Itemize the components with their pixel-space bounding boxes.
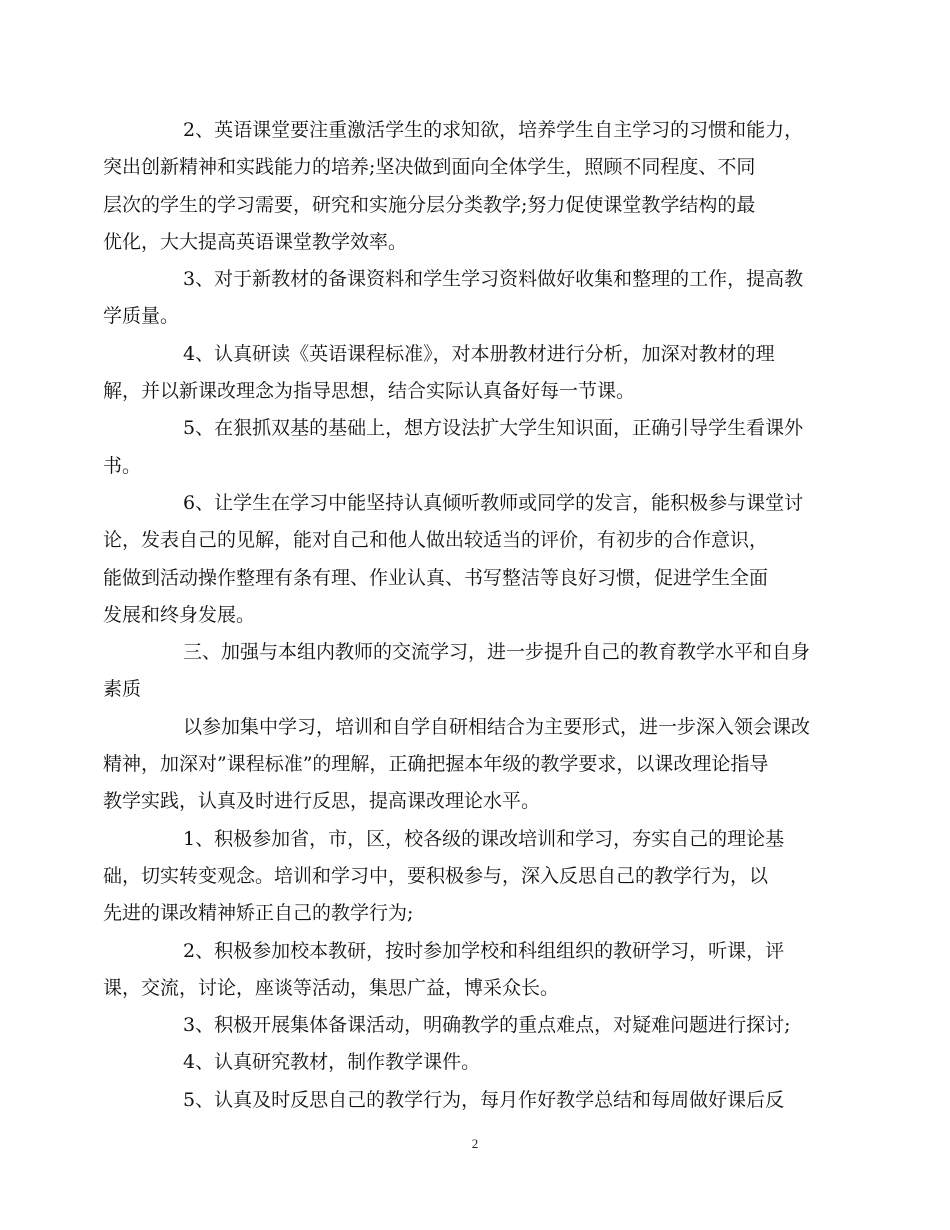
- text-line: 2、积极参加校本教研，按时参加学校和科组组织的教研学习，听课，评: [183, 939, 785, 962]
- text-line: 教学实践，认真及时进行反思，提高课改理论水平。: [103, 790, 541, 813]
- text-line: 先进的课改精神矫正自己的教学行为;: [103, 902, 414, 925]
- text-line: 础，切实转变观念。培训和学习中，要积极参与，深入反思自己的教学行为，以: [103, 864, 769, 887]
- text-line: 4、认真研读《英语课程标准》，对本册教材进行分析，加深对教材的理: [183, 342, 775, 365]
- paragraph-study-format: [103, 709, 811, 821]
- text-line: 突出创新精神和实践能力的培养;坚决做到面向全体学生，照顾不同程度、不同: [103, 156, 756, 179]
- text-line: 课，交流，讨论，座谈等活动，集思广益，博采众长。: [103, 976, 560, 999]
- section-heading-three: [103, 634, 811, 709]
- text-line: 以参加集中学习，培训和自学自研相结合为主要形式，进一步深入领会课改: [183, 715, 811, 738]
- text-line: 2、英语课堂要注重激活学生的求知欲，培养学生自主学习的习惯和能力，: [183, 119, 804, 141]
- paragraph-english-class-focus: [103, 112, 808, 261]
- text-line: 学质量。: [103, 305, 180, 328]
- text-line: 论，发表自己的见解，能对自己和他人做出较适当的评价，有初步的合作意识，: [103, 529, 769, 552]
- text-line: 1、积极参加省，市，区，校各级的课改培训和学习，夯实自己的理论基: [183, 827, 785, 850]
- paragraph-curriculum-standard: [103, 336, 808, 411]
- paragraph-expand-knowledge: [103, 410, 808, 485]
- text-line: 6、让学生在学习中能坚持认真倾听教师或同学的发言，能积极参与课堂讨: [183, 491, 804, 514]
- text-line: 3、对于新教材的备课资料和学生学习资料做好收集和整理的工作，提高教: [183, 268, 804, 291]
- text-line: 发展和终身发展。: [103, 603, 256, 626]
- text-line: 5、在狠抓双基的基础上，想方设法扩大学生知识面，正确引导学生看课外: [183, 417, 804, 440]
- text-line: 4、认真研究教材，制作教学课件。: [183, 1051, 481, 1074]
- paragraph-school-research: [103, 933, 808, 1008]
- text-line: 5、认真及时反思自己的教学行为，每月作好教学总结和每周做好课后反: [183, 1088, 785, 1111]
- paragraph-collective-prep: [143, 1007, 808, 1044]
- document-body: [103, 112, 811, 1119]
- text-line: 3、积极开展集体备课活动，明确教学的重点难点，对疑难问题进行探讨;: [183, 1014, 791, 1037]
- text-line: 三、加强与本组内教师的交流学习，进一步提升自己的教育教学水平和自身: [183, 641, 811, 664]
- paragraph-listening-habits: [103, 485, 808, 634]
- text-line: 优化，大大提高英语课堂教学效率。: [103, 230, 408, 253]
- page-number: 2: [471, 1136, 479, 1151]
- text-line: 素质: [103, 678, 142, 701]
- text-line: 精神，加深对”课程标准”的理解，正确把握本年级的教学要求，以课改理论指导: [103, 753, 769, 776]
- text-line: 层次的学生的学习需要，研究和实施分层分类教学;努力促使课堂教学结构的最: [103, 193, 756, 216]
- paragraph-courseware: [143, 1044, 808, 1081]
- text-line: 书。: [103, 454, 142, 477]
- text-line: 能做到活动操作整理有条有理、作业认真、书写整洁等良好习惯，促进学生全面: [103, 566, 769, 589]
- text-line: 解，并以新课改理念为指导思想，结合实际认真备好每一节课。: [103, 380, 636, 403]
- paragraph-training: [103, 821, 808, 933]
- paragraph-new-materials: [103, 261, 808, 336]
- paragraph-reflection: [143, 1082, 808, 1119]
